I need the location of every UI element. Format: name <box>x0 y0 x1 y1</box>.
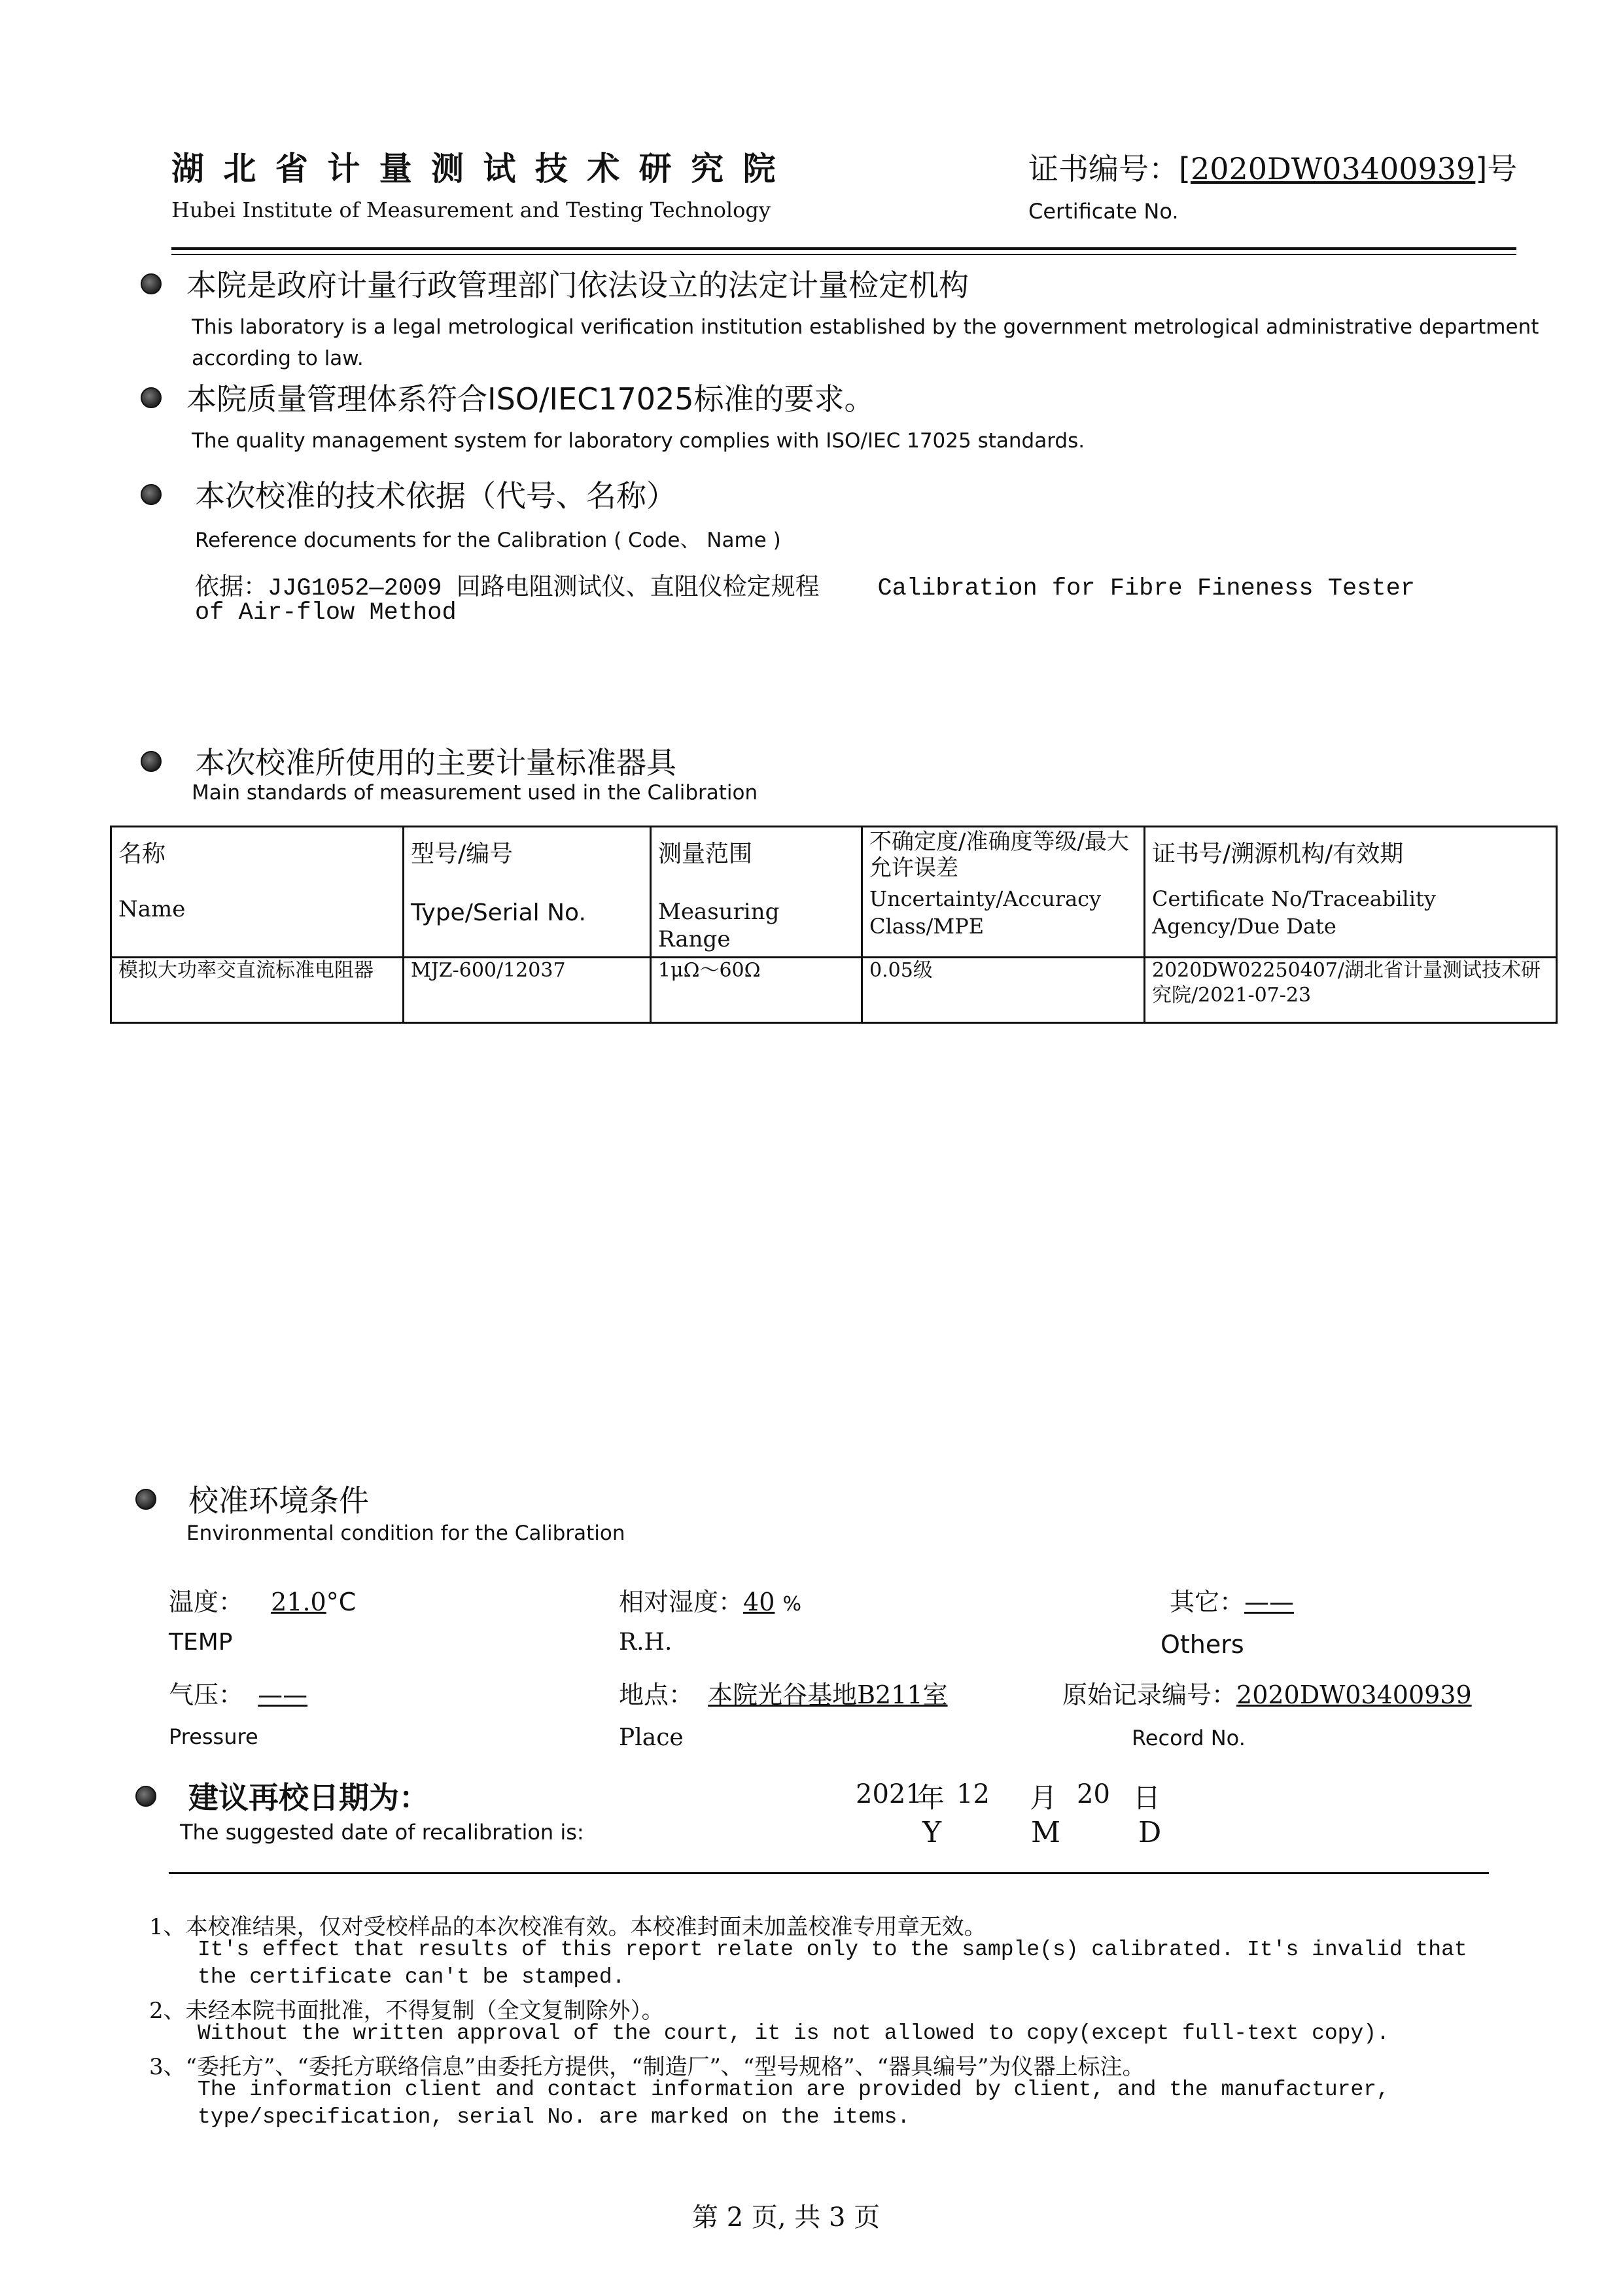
environment-title-en: Environmental condition for the Calibration <box>186 1522 625 1545</box>
standards-title-en: Main standards of measurement used in the Calibration <box>192 781 758 805</box>
note-2-cn: 2、未经本院书面批准，不得复制（全文复制除外）。 <box>149 1998 664 2024</box>
note-2-en-line1: Without the written approval of the court, it is not allowed to copy(except full-text copy). <box>198 2021 1389 2045</box>
table-header-cell <box>404 827 651 958</box>
standards-title-cn: 本次校准所使用的主要计量标准器具 <box>195 745 676 780</box>
standard-type: MJZ-600/12037 <box>411 959 566 982</box>
record-label-en: Record No. <box>1132 1726 1246 1750</box>
temp-field <box>169 1582 356 1618</box>
table-cell <box>111 958 404 1023</box>
bullet-icon <box>141 484 162 505</box>
table-header-cell <box>651 827 862 958</box>
header-uncertainty-en: Uncertainty/Accuracy Class/MPE <box>869 886 1102 939</box>
pressure-field <box>169 1675 307 1711</box>
environment-title-cn: 校准环境条件 <box>188 1483 369 1518</box>
note-3-cn: 3、“委托方”、“委托方联络信息”由委托方提供，“制造厂”、“型号规格”、“器具编号”为仪器上标注。 <box>149 2054 1145 2080</box>
notes-divider <box>169 1872 1489 1874</box>
reference-basis-line1: 依据：JJG1052—2009 回路电阻测试仪、直阻仪检定规程 Calibration for Fibre Fineness Tester <box>195 575 1415 602</box>
header-divider-thin <box>171 254 1516 255</box>
temp-label: 温度： <box>169 1588 244 1616</box>
reference-title-cn: 本次校准的技术依据（代号、名称） <box>195 478 676 513</box>
table-header-cell <box>1145 827 1557 958</box>
table-cell <box>404 958 651 1023</box>
reference-basis-line2: of Air-flow Method <box>195 599 457 627</box>
others-label: 其它： <box>1170 1588 1245 1616</box>
bullet-icon <box>141 751 162 772</box>
bullet-icon <box>135 1489 156 1510</box>
place-label-en: Place <box>619 1724 684 1751</box>
bullet-icon <box>135 1786 156 1807</box>
record-value: 2020DW03400939 <box>1236 1680 1472 1709</box>
header-uncertainty-cn: 不确定度/准确度等级/最大允许误差 <box>869 829 1129 881</box>
header-certificate-en: Certificate No/Traceability Agency/Due Date <box>1152 886 1436 939</box>
note-1-cn: 1、本校准结果，仅对受校样品的本次校准有效。本校准封面未加盖校准专用章无效。 <box>149 1914 986 1940</box>
recal-month-char: 月 <box>1030 1782 1058 1814</box>
standard-uncertainty: 0.05级 <box>869 959 933 982</box>
note-1-en-line2: the certificate can't be stamped. <box>198 1965 625 1989</box>
header-type-en: Type/Serial No. <box>411 899 586 926</box>
institute-name-cn: 湖 北 省 计 量 测 试 技 术 研 究 院 <box>171 150 780 188</box>
certificate-number-label-en: Certificate No. <box>1028 199 1179 224</box>
recal-day-char: 日 <box>1133 1782 1161 1814</box>
header-certificate-cn: 证书号/溯源机构/有效期 <box>1152 841 1404 867</box>
reference-title-en: Reference documents for the Calibration ( Code、 Name ) <box>195 529 781 552</box>
record-field <box>1062 1675 1472 1711</box>
quality-statement-en: The quality management system for laboratory complies with ISO/IEC 17025 standards. <box>192 429 1085 453</box>
certificate-number-label: 证书编号： <box>1028 151 1179 186</box>
bullet-icon <box>141 387 162 408</box>
institute-name-en: Hubei Institute of Measurement and Testing Technology <box>171 198 771 222</box>
table-cell <box>862 958 1145 1023</box>
rh-field <box>619 1582 801 1618</box>
temp-label-en: TEMP <box>169 1629 233 1656</box>
recal-m-label: M <box>1031 1816 1061 1849</box>
legal-statement-en-line2: according to law. <box>192 347 364 370</box>
table-cell <box>1145 958 1557 1023</box>
legal-statement-cn: 本院是政府计量行政管理部门依法设立的法定计量检定机构 <box>186 268 969 303</box>
others-label-en: Others <box>1161 1630 1244 1659</box>
place-label: 地点： <box>619 1680 694 1709</box>
pressure-value: —— <box>258 1680 308 1709</box>
note-3-en-line1: The information client and contact information are provided by client, and the manufacturer, <box>198 2078 1389 2102</box>
quality-statement-cn: 本院质量管理体系符合ISO/IEC17025标准的要求。 <box>186 381 875 417</box>
place-value: 本院光谷基地B211室 <box>708 1680 948 1709</box>
place-field <box>619 1675 948 1711</box>
rh-label: 相对湿度： <box>619 1588 744 1616</box>
note-3-en-line2: type/specification, serial No. are marked on the items. <box>198 2105 911 2129</box>
pressure-label: 气压： <box>169 1680 244 1709</box>
certificate-number-value: 2020DW03400939 <box>1190 151 1476 186</box>
table-header-cell <box>111 827 404 958</box>
recal-y-label: Y <box>922 1816 942 1849</box>
table-header-row <box>111 827 1557 958</box>
certificate-number-bracket-open: [ <box>1179 151 1191 186</box>
rh-label-en: R.H. <box>619 1629 672 1656</box>
pressure-label-en: Pressure <box>169 1724 258 1749</box>
certificate-number <box>1028 145 1517 188</box>
note-1-en-line1: It's effect that results of this report relate only to the sample(s) calibrated. It's invalid that <box>198 1938 1467 1962</box>
rh-value: 40 <box>743 1588 775 1616</box>
header-divider-thick <box>171 247 1516 250</box>
others-value: —— <box>1244 1588 1295 1616</box>
recal-month: 12 <box>956 1779 990 1809</box>
page-number: 第 2 页, 共 3 页 <box>692 2202 881 2233</box>
header-type-cn: 型号/编号 <box>411 841 514 867</box>
standard-certificate: 2020DW02250407/湖北省计量测试技术研究院/2021-07-23 <box>1152 959 1541 1007</box>
temp-unit: °C <box>326 1588 357 1616</box>
recal-year: 2021 <box>856 1779 922 1809</box>
temp-value: 21.0 <box>271 1588 326 1616</box>
recalibration-label-cn: 建议再校日期为： <box>188 1780 429 1815</box>
recal-d-label: D <box>1138 1816 1162 1849</box>
others-field <box>1170 1582 1294 1618</box>
recal-year-char: 年 <box>917 1782 945 1814</box>
header-range-cn: 测量范围 <box>658 841 753 867</box>
bullet-icon <box>141 273 162 294</box>
record-label: 原始记录编号： <box>1062 1680 1237 1709</box>
header-range-en: Measuring Range <box>658 899 780 952</box>
recalibration-label-en: The suggested date of recalibration is: <box>180 1820 584 1845</box>
recal-day: 20 <box>1077 1779 1110 1809</box>
table-cell <box>651 958 862 1023</box>
legal-statement-en-line1: This laboratory is a legal metrological verification institution established by the government metrological administrative department <box>192 315 1539 339</box>
standard-name: 模拟大功率交直流标准电阻器 <box>118 959 374 982</box>
header-name-cn: 名称 <box>118 841 166 867</box>
table-header-cell <box>862 827 1145 958</box>
table-row <box>111 958 1557 1023</box>
standard-range: 1μΩ～60Ω <box>658 959 761 982</box>
rh-unit: % <box>782 1593 801 1616</box>
certificate-number-bracket-close: ]号 <box>1475 151 1518 186</box>
header-name-en: Name <box>118 896 186 922</box>
standards-table <box>110 826 1558 1024</box>
